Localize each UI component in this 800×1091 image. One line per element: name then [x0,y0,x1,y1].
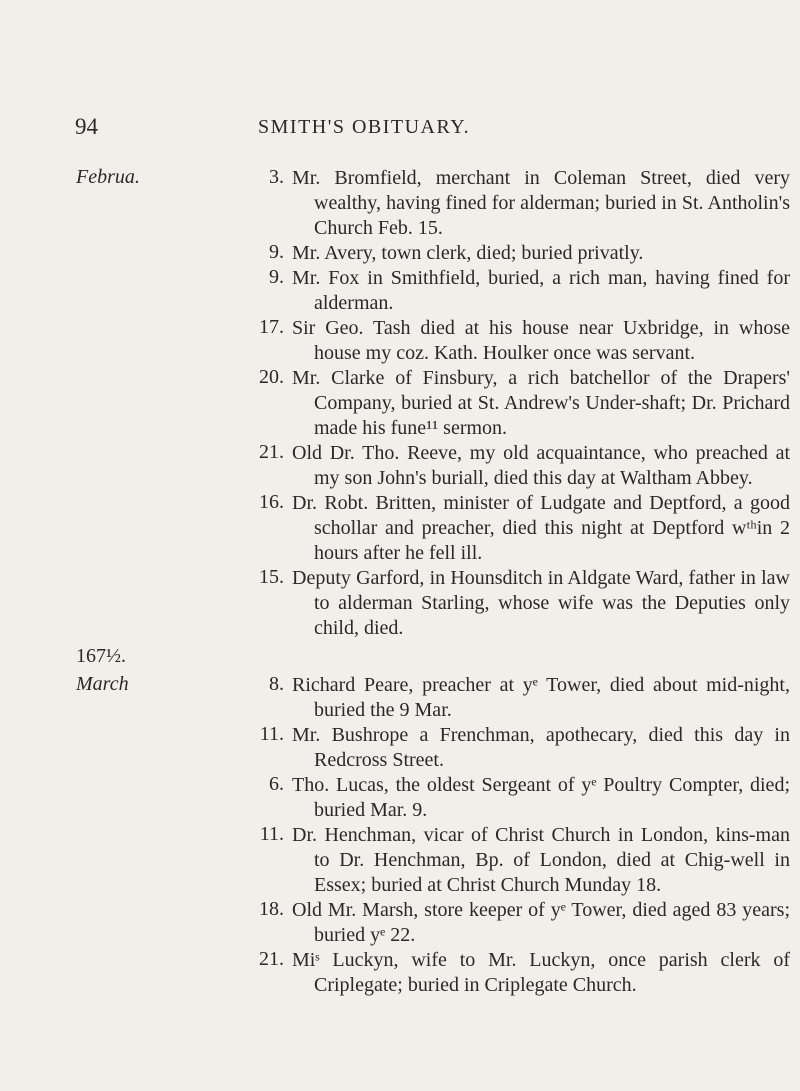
entry-day: 20. [259,366,284,388]
entry-text: Miˢ Luckyn, wife to Mr. Luckyn, once parish clerk of Criplegate; buried in Criplegate Church. [292,949,790,996]
entry-day: 16. [259,491,284,513]
entry-text: Sir Geo. Tash died at his house near Uxbridge, in whose house my coz. Kath. Houlker once was servant. [292,317,790,364]
entry-text: Dr. Robt. Britten, minister of Ludgate and Deptford, a good schollar and preacher, died this night at Deptford wᵗʰin 2 hours after he fell ill. [292,492,790,564]
entry-text: Dr. Henchman, vicar of Christ Church in London, kins-man to Dr. Henchman, Bp. of London, died at Chig-well in Essex; buried at Christ Church Munday 18. [292,824,790,896]
entry-text: Mr. Clarke of Finsbury, a rich batchellor of the Drapers' Company, buried at St. Andrew's Under-shaft; Dr. Prichard made his fune¹¹ sermon. [292,367,790,439]
entry-day: 9. [269,266,284,288]
year-label: 167½. [76,645,126,667]
year-row [0,641,800,673]
entry-day: 17. [259,316,284,338]
entry [0,673,800,723]
month-label-february: Februa. [76,166,140,188]
entry-text: Mr. Avery, town clerk, died; buried privatly. [292,242,644,264]
entry [0,441,800,491]
entry-text: Mr. Bushrope a Frenchman, apothecary, died this day in Redcross Street. [292,724,790,771]
entry-day: 3. [269,166,284,188]
entry [0,773,800,823]
entry-text: Mr. Fox in Smithfield, buried, a rich man, having fined for alderman. [292,267,790,314]
entry-text: Tho. Lucas, the oldest Sergeant of yᵉ Poultry Compter, died; buried Mar. 9. [292,774,790,821]
entry-day: 21. [259,948,284,970]
entry-text: Old Dr. Tho. Reeve, my old acquaintance, who preached at my son John's buriall, died this day at Waltham Abbey. [292,442,790,489]
entry [0,316,800,366]
entry-day: 11. [259,823,284,845]
obituary-entries [0,166,800,998]
entry-text: Mr. Bromfield, merchant in Coleman Street, died very wealthy, having fined for alderman; buried in St. Antholin's Church Feb. 15. [292,167,790,239]
page-header [0,114,800,144]
entry-day: 11. [259,723,284,745]
entry [0,491,800,566]
entry-text: Richard Peare, preacher at yᵉ Tower, died about mid-night, buried the 9 Mar. [292,674,790,721]
entry [0,723,800,773]
month-label-march: March [76,673,129,695]
entry-day: 9. [269,241,284,263]
entry [0,898,800,948]
entry-day: 8. [269,673,284,695]
entry [0,166,800,241]
entry-day: 6. [269,773,284,795]
entry-day: 21. [259,441,284,463]
entry-day: 15. [259,566,284,588]
entry-day: 18. [259,898,284,920]
entry-text: Old Mr. Marsh, store keeper of yᵉ Tower, died aged 83 years; buried yᵉ 22. [292,899,790,946]
entry [0,366,800,441]
running-head: SMITH'S OBITUARY. [258,116,471,138]
entry [0,266,800,316]
entry [0,948,800,998]
page-number: 94 [75,114,98,139]
entry [0,566,800,641]
entry [0,241,800,266]
entry [0,823,800,898]
entry-text: Deputy Garford, in Hounsditch in Aldgate Ward, father in law to alderman Starling, whose wife was the Deputies only child, died. [292,567,790,639]
